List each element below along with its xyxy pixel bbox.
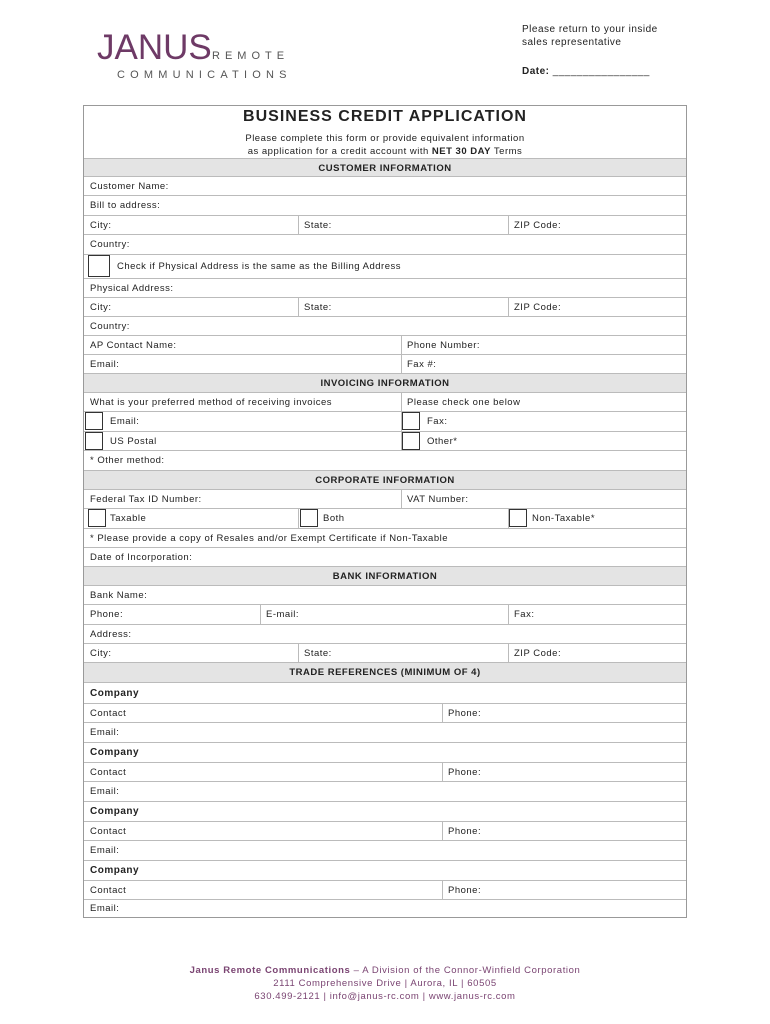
billing-zip-field[interactable] [508,216,686,234]
footer-company-line [0,964,770,977]
date-field[interactable] [522,66,650,77]
footer-company-name: Janus Remote Communications [189,965,351,976]
trade-ref-contact-row [84,763,686,782]
federal-tax-field[interactable] [84,490,401,508]
billing-country-label: Country: [90,239,130,250]
taxable-label: Taxable [110,513,147,524]
row-billing-country[interactable] [84,235,686,255]
footer-contact: 630.499-2121 | info@janus-rc.com | www.janus-rc.com [254,991,516,1002]
bank-zip-label: ZIP Code: [514,647,562,659]
trade-ref-email-label: Email: [90,786,120,797]
return-note [522,23,658,49]
intro-line2 [83,145,687,158]
date-blank: ________________ [552,66,650,77]
trade-ref-phone-label: Phone: [448,825,482,837]
intro-line1: Please complete this form or provide equivalent information [245,133,525,144]
billing-city-label: City: [90,219,112,231]
physical-country-label: Country: [90,320,130,332]
physical-zip-field[interactable] [508,298,686,316]
row-invoice-question [84,393,686,412]
billing-state-field[interactable] [298,216,508,234]
bank-city-label: City: [90,647,112,659]
physical-address-label: Physical Address: [90,282,174,294]
other-method-label: * Other method: [90,455,165,466]
phone-number-field[interactable] [401,336,686,354]
customer-fax-field[interactable] [401,355,686,373]
bank-state-label: State: [304,647,332,659]
ap-contact-label: AP Contact Name: [90,339,177,351]
trade-ref-phone-label: Phone: [448,707,482,719]
bank-address-label: Address: [90,628,132,640]
divider [298,509,299,528]
row-bank-contact [84,605,686,625]
row-bank-city [84,644,686,663]
row-bank-address[interactable] [84,625,686,644]
section-bank-information: BANK INFORMATION [84,567,686,586]
trade-ref-email-label: Email: [90,845,120,856]
section-corporate-information: CORPORATE INFORMATION [84,471,686,490]
trade-ref-company-row[interactable] [84,743,686,763]
trade-ref-company-label: Company [90,747,140,758]
row-bank-name[interactable] [84,586,686,605]
trade-ref-contact-field[interactable] [84,704,442,722]
logo-communications: COMMUNICATIONS [117,69,292,81]
row-invoice-email-fax [84,412,686,432]
row-billing-city [84,216,686,235]
return-note-line2: sales representative [522,37,622,48]
invoice-fax-label: Fax: [427,416,448,427]
bank-city-field[interactable] [84,644,298,662]
section-customer-information: CUSTOMER INFORMATION [84,158,686,177]
trade-ref-contact-row [84,881,686,900]
trade-ref-phone-field[interactable] [442,822,686,840]
phone-number-label: Phone Number: [407,339,481,351]
bank-zip-field[interactable] [508,644,686,662]
trade-ref-phone-field[interactable] [442,704,686,722]
non-taxable-checkbox[interactable] [509,509,527,527]
ap-contact-field[interactable] [84,336,401,354]
trade-ref-phone-label: Phone: [448,884,482,896]
vat-number-field[interactable] [401,490,686,508]
physical-city-label: City: [90,301,112,313]
trade-ref-company-row[interactable] [84,683,686,704]
intro-line2-pre: as application for a credit account with [247,146,432,157]
section-trade-references: TRADE REFERENCES (MINIMUM OF 4) [84,663,686,683]
billing-city-field[interactable] [84,216,298,234]
trade-ref-contact-label: Contact [90,884,127,896]
billing-state-label: State: [304,219,332,231]
bill-to-label: Bill to address: [90,200,161,211]
row-physical-city [84,298,686,317]
check-below-label: Please check one below [407,396,521,408]
row-ap-contact [84,336,686,355]
trade-ref-contact-row [84,822,686,841]
trade-ref-email-label: Email: [90,903,120,914]
row-date-incorporation[interactable] [84,548,686,567]
trade-ref-email-row[interactable] [84,841,686,861]
bank-email-label: E-mail: [266,609,300,620]
bank-email-field[interactable] [260,605,508,624]
bank-fax-field[interactable] [508,605,686,624]
trade-ref-company-row[interactable] [84,861,686,881]
row-physical-country[interactable] [84,317,686,336]
row-email-fax [84,355,686,374]
non-taxable-label: Non-Taxable* [532,513,596,524]
billing-zip-label: ZIP Code: [514,219,562,231]
resale-note: * Please provide a copy of Resales and/or Exempt Certificate if Non-Taxable [90,532,449,544]
bank-phone-field[interactable] [84,605,260,624]
date-label: Date: [522,66,550,77]
customer-email-field[interactable] [84,355,401,373]
row-invoice-postal-other [84,432,686,451]
customer-fax-label: Fax #: [407,358,437,370]
row-resale-note [84,529,686,548]
form-intro [83,132,687,158]
trade-ref-contact-field[interactable] [84,881,442,899]
bank-phone-label: Phone: [90,609,124,620]
trade-ref-contact-label: Contact [90,766,127,778]
row-bill-to[interactable] [84,196,686,216]
physical-city-field[interactable] [84,298,298,316]
bank-state-field[interactable] [298,644,508,662]
footer-address: 2111 Comprehensive Drive | Aurora, IL | 60505 [273,978,497,989]
row-customer-name[interactable] [84,177,686,196]
invoice-question-label: What is your preferred method of receiving invoices [90,396,332,408]
invoice-fax-checkbox[interactable] [402,412,420,430]
row-tax-vat [84,490,686,509]
federal-tax-label: Federal Tax ID Number: [90,493,202,505]
same-address-checkbox[interactable] [88,255,110,277]
row-tax-status [84,509,686,529]
bank-name-label: Bank Name: [90,589,148,601]
date-incorporation-label: Date of Incorporation: [90,551,193,563]
trade-ref-email-row[interactable] [84,723,686,743]
trade-ref-company-label: Company [90,865,140,876]
bank-fax-label: Fax: [514,609,535,620]
both-checkbox[interactable] [300,509,318,527]
return-note-line1: Please return to your inside [522,24,658,35]
row-physical-address[interactable] [84,279,686,298]
physical-state-label: State: [304,301,332,313]
section-invoicing-information: INVOICING INFORMATION [84,374,686,393]
trade-ref-contact-field[interactable] [84,763,442,781]
trade-ref-company-label: Company [90,687,140,699]
logo-janus: JANUS [97,28,212,67]
row-same-address [84,255,686,279]
trade-ref-email-row[interactable] [84,782,686,802]
intro-line2-bold: NET 30 DAY [431,146,491,157]
physical-zip-label: ZIP Code: [514,301,562,313]
trade-ref-contact-row [84,704,686,723]
invoice-email-checkbox[interactable] [85,412,103,430]
vat-number-label: VAT Number: [407,493,469,505]
trade-ref-contact-field[interactable] [84,822,442,840]
invoice-other-checkbox[interactable] [402,432,420,450]
logo-remote: REMOTE [212,50,290,62]
trade-ref-company-row[interactable] [84,802,686,822]
trade-ref-email-label: Email: [90,727,120,738]
customer-email-label: Email: [90,358,120,370]
trade-ref-contact-label: Contact [90,707,127,719]
invoice-email-label: Email: [110,416,140,427]
invoice-postal-label: US Postal [110,435,157,447]
customer-name-label: Customer Name: [90,180,169,192]
footer-division: – A Division of the Connor-Winfield Corporation [350,965,581,976]
physical-state-field[interactable] [298,298,508,316]
invoice-other-label: Other* [427,435,458,447]
row-other-method[interactable] [84,451,686,471]
trade-ref-email-row[interactable] [84,900,686,917]
trade-ref-contact-label: Contact [90,825,127,837]
invoice-postal-checkbox[interactable] [85,432,103,450]
same-address-label: Check if Physical Address is the same as the Billing Address [117,261,401,272]
trade-ref-phone-field[interactable] [442,763,686,781]
trade-ref-phone-label: Phone: [448,766,482,778]
intro-line2-post: Terms [490,146,523,157]
trade-ref-phone-field[interactable] [442,881,686,899]
both-label: Both [323,513,345,524]
trade-ref-company-label: Company [90,806,140,817]
form-title: BUSINESS CREDIT APPLICATION [243,108,527,125]
